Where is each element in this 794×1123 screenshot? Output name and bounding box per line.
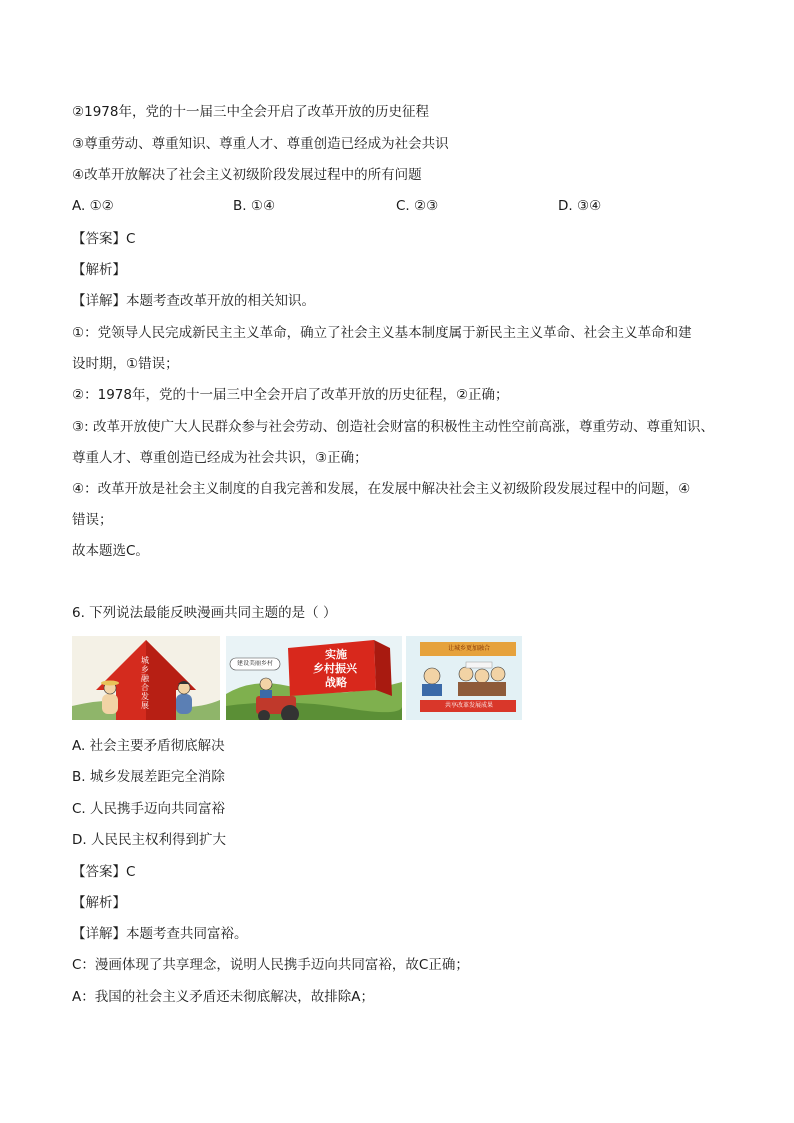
q6-detail-line: A：我国的社会主义矛盾还未彻底解决，故排除A；	[72, 989, 374, 1005]
q6-option-a: A. 社会主要矛盾彻底解决	[72, 738, 225, 754]
cartoon-speech-bubble: 建设美丽乡村	[236, 660, 273, 667]
option-c: C. ②③	[396, 198, 439, 214]
q6-detail-line: 【详解】本题考查共同富裕。	[72, 926, 248, 942]
answer: 【答案】C	[72, 231, 136, 247]
statement-2: ②1978年，党的十一届三中全会开启了改革开放的历史征程	[72, 104, 429, 120]
detail-line: ④：改革开放是社会主义制度的自我完善和发展，在发展中解决社会主义初级阶段发展过程中的问题，④	[72, 481, 691, 497]
q6-analysis-heading: 【解析】	[72, 895, 126, 911]
cartoon-sign-line-3: 战略	[325, 676, 347, 689]
detail-line: 尊重人才、尊重创造已经成为社会共识，③正确；	[72, 450, 368, 466]
statement-4: ④改革开放解决了社会主义初级阶段发展过程中的所有问题	[72, 167, 422, 183]
cartoon-top-label: 让城乡更加融合	[447, 645, 490, 652]
cartoon-sign-line-2: 乡村振兴	[313, 662, 357, 675]
analysis-heading: 【解析】	[72, 262, 126, 278]
cartoon-arrow-label: 城乡融合发展	[141, 656, 149, 710]
option-d: D. ③④	[558, 198, 602, 214]
option-a: A. ①②	[72, 198, 114, 214]
q6-option-b: B. 城乡发展差距完全消除	[72, 769, 225, 785]
cartoon-sign-line-1: 实施	[325, 648, 347, 661]
cartoon-shared-development	[406, 636, 522, 720]
cartoon-urban-rural-arrow	[72, 636, 220, 720]
q6-detail-line: C：漫画体现了共享理念，说明人民携手迈向共同富裕，故C正确；	[72, 957, 469, 973]
detail-line: ③: 改革开放使广大人民群众参与社会劳动、创造社会财富的积极性主动性空前高涨，尊重劳动、尊重知识、	[72, 419, 714, 435]
cartoon-bottom-label: 共享改革发展成果	[444, 702, 493, 709]
q6-option-c: C. 人民携手迈向共同富裕	[72, 801, 226, 817]
detail-line: 【详解】本题考查改革开放的相关知识。	[72, 293, 315, 309]
detail-line: 错误；	[72, 512, 113, 528]
cartoon-rural-revitalization	[226, 636, 402, 720]
question-stem: 6. 下列说法最能反映漫画共同主题的是（ ）	[72, 605, 337, 621]
statement-3: ③尊重劳动、尊重知识、尊重人才、尊重创造已经成为社会共识	[72, 136, 449, 152]
q6-option-d: D. 人民民主权利得到扩大	[72, 832, 226, 848]
detail-line: ①：党领导人民完成新民主主义革命，确立了社会主义基本制度属于新民主主义革命、社会主义革命和建	[72, 325, 692, 341]
option-b: B. ①④	[233, 198, 276, 214]
detail-line: 故本题选C。	[72, 543, 149, 559]
detail-line: 设时期，①错误；	[72, 356, 179, 372]
q6-answer: 【答案】C	[72, 864, 136, 880]
detail-line: ②：1978年，党的十一届三中全会开启了改革开放的历史征程，②正确；	[72, 387, 509, 403]
